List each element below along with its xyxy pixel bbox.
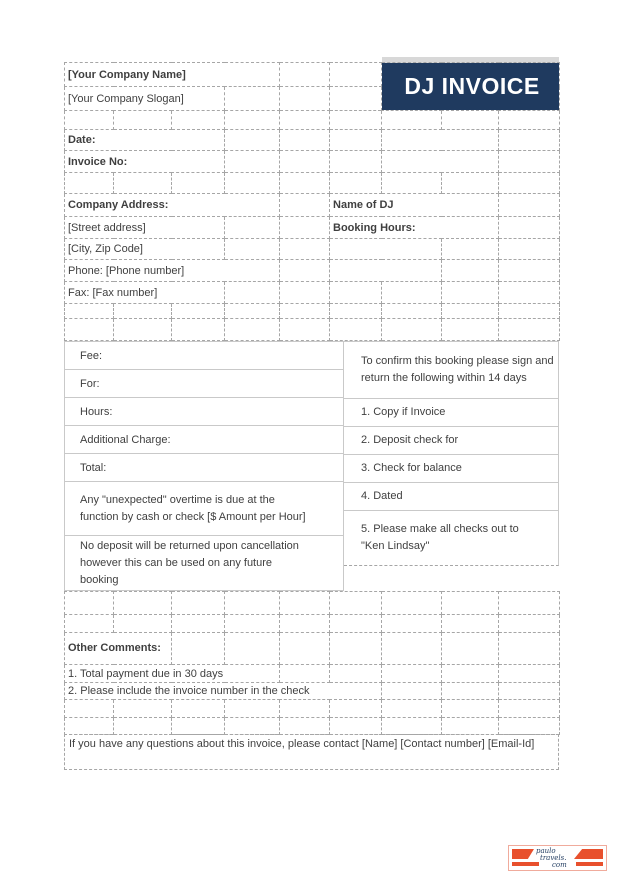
grid-cell [280, 260, 330, 282]
grid-cell [499, 173, 560, 194]
grid-cell [65, 319, 114, 341]
grid-cell [442, 260, 499, 282]
grid-cell [280, 718, 330, 735]
grid-cell [225, 592, 280, 615]
logo-text-line-1: paulo [536, 847, 556, 855]
logo-text-line-2: travels. [540, 854, 567, 862]
grid-cell [330, 173, 382, 194]
grid-cell [442, 173, 499, 194]
booking-hours-label: Booking Hours: [330, 217, 499, 239]
grid-cell [442, 615, 499, 633]
grid-cell [114, 700, 172, 718]
grid-cell [442, 592, 499, 615]
grid-cell [280, 304, 330, 319]
grid-cell [499, 700, 560, 718]
grid-cell [225, 718, 280, 735]
grid-cell [114, 111, 172, 130]
grid-cell [330, 718, 382, 735]
grid-cell [499, 683, 560, 700]
grid-cell [330, 63, 382, 87]
grid-cell [499, 282, 560, 304]
grid-cell [499, 151, 560, 173]
deposit-note: No deposit will be returned upon cancellation however this can be used on any future booking [80, 539, 299, 586]
grid-cell [280, 700, 330, 718]
grid-cell [280, 173, 330, 194]
grid-cell [280, 130, 330, 151]
grid-cell [442, 239, 499, 260]
company-phone: Phone: [Phone number] [65, 260, 280, 282]
grid-cell [382, 592, 442, 615]
charges-section [64, 341, 559, 591]
confirmation-intro: To confirm this booking please sign and return the following within 14 days [344, 342, 558, 399]
grid-cell [65, 173, 114, 194]
street-address: [Street address] [65, 217, 225, 239]
company-fax: Fax: [Fax number] [65, 282, 225, 304]
confirmation-table [344, 341, 559, 566]
grid-cell [330, 130, 382, 151]
comment-2: 2. Please include the invoice number in the check [65, 683, 382, 700]
grid-cell [225, 700, 280, 718]
grid-cell [280, 217, 330, 239]
confirmation-item-4: 4. Dated [344, 483, 558, 511]
grid-cell [114, 319, 172, 341]
grid-cell [330, 87, 382, 111]
total-row: Total: [65, 454, 343, 482]
grid-cell [499, 217, 560, 239]
company-address-label: Company Address: [65, 194, 280, 217]
grid-cell [280, 239, 330, 260]
grid-cell [330, 260, 442, 282]
grid-cell [280, 63, 330, 87]
grid-cell [382, 173, 442, 194]
grid-cell [330, 633, 382, 665]
grid-cell [225, 615, 280, 633]
logo-bar-right-icon [576, 862, 603, 866]
invoice-no-label: Invoice No: [65, 151, 225, 173]
grid-cell [442, 700, 499, 718]
grid-cell [225, 173, 280, 194]
company-slogan: [Your Company Slogan] [65, 87, 225, 111]
other-comments-label: Other Comments: [68, 642, 161, 654]
grid-cell [225, 111, 280, 130]
grid-cell [330, 111, 382, 130]
grid-cell [442, 282, 499, 304]
contact-note: If you have any questions about this invoice, please contact [Name] [Contact number] [Email-Id] [64, 734, 559, 770]
grid-cell [280, 633, 330, 665]
grid-cell [114, 173, 172, 194]
grid-cell [330, 239, 442, 260]
additional-charge-row: Additional Charge: [65, 426, 343, 454]
hours-row: Hours: [65, 398, 343, 426]
grid-cell [442, 111, 499, 130]
charges-table [64, 341, 344, 591]
grid-cell [442, 665, 499, 683]
grid-cell [65, 304, 114, 319]
grid-cell [65, 700, 114, 718]
invoice-title-banner [382, 63, 560, 111]
grid-cell [330, 665, 382, 683]
grid-cell [499, 665, 560, 683]
grid-cell [172, 633, 225, 665]
grid-cell [382, 683, 442, 700]
other-comments-label-cell [65, 633, 172, 665]
grid-cell [330, 282, 382, 304]
grid-cell [225, 87, 280, 111]
grid-cell [382, 282, 442, 304]
grid-cell [225, 282, 280, 304]
invoice-content [64, 62, 559, 770]
confirmation-item-2: 2. Deposit check for [344, 427, 558, 455]
grid-cell [382, 633, 442, 665]
grid-cell [499, 718, 560, 735]
grid-cell [114, 304, 172, 319]
grid-cell [499, 260, 560, 282]
grid-cell [225, 633, 280, 665]
grid-cell [280, 87, 330, 111]
grid-cell [280, 151, 330, 173]
confirmation-item-3: 3. Check for balance [344, 455, 558, 483]
grid-cell [225, 304, 280, 319]
grid-cell [280, 615, 330, 633]
confirmation-column [344, 341, 559, 591]
invoice-no-value-cell [382, 151, 499, 173]
grid-cell [225, 239, 280, 260]
grid-cell [499, 194, 560, 217]
grid-cell [382, 615, 442, 633]
grid-cell [172, 700, 225, 718]
logo-flag-left-icon [512, 849, 534, 859]
grid-cell [499, 615, 560, 633]
grid-cell [382, 718, 442, 735]
grid-cell [330, 700, 382, 718]
grid-cell [382, 319, 442, 341]
grid-cell [499, 239, 560, 260]
grid-cell [172, 173, 225, 194]
grid-cell [114, 718, 172, 735]
confirmation-item-1: 1. Copy if Invoice [344, 399, 558, 427]
grid-cell [280, 111, 330, 130]
grid-cell [114, 615, 172, 633]
grid-cell [442, 718, 499, 735]
grid-cell [172, 319, 225, 341]
grid-cell [280, 282, 330, 304]
bottom-grid [64, 591, 560, 735]
grid-cell [172, 111, 225, 130]
grid-cell [442, 319, 499, 341]
grid-cell [330, 615, 382, 633]
grid-cell [225, 319, 280, 341]
grid-cell [172, 615, 225, 633]
grid-cell [280, 194, 330, 217]
grid-cell [280, 665, 330, 683]
invoice-title: DJ INVOICE [404, 73, 540, 99]
grid-cell [499, 111, 560, 130]
grid-cell [442, 633, 499, 665]
grid-cell [65, 592, 114, 615]
grid-cell [382, 304, 442, 319]
top-grid [64, 62, 560, 341]
grid-cell [499, 592, 560, 615]
grid-cell [330, 592, 382, 615]
grid-cell [65, 718, 114, 735]
grid-cell [330, 319, 382, 341]
grid-cell [499, 633, 560, 665]
logo-text-line-3: com [552, 861, 567, 869]
grid-cell [442, 304, 499, 319]
grid-cell [280, 319, 330, 341]
grid-cell [442, 683, 499, 700]
grid-cell [499, 319, 560, 341]
paulo-travels-logo [508, 845, 607, 871]
grid-cell [172, 304, 225, 319]
logo-bar-left-icon [512, 862, 539, 866]
company-name: [Your Company Name] [65, 63, 280, 87]
city-zip: [City, Zip Code] [65, 239, 225, 260]
grid-cell [382, 111, 442, 130]
fee-row: Fee: [65, 342, 343, 370]
date-label: Date: [65, 130, 225, 151]
grid-cell [65, 111, 114, 130]
comment-1: 1. Total payment due in 30 days [65, 665, 280, 683]
grid-cell [330, 151, 382, 173]
logo-text [536, 848, 567, 869]
grid-cell [114, 592, 172, 615]
date-value-cell [382, 130, 499, 151]
grid-cell [382, 665, 442, 683]
grid-cell [172, 592, 225, 615]
grid-cell [172, 718, 225, 735]
grid-cell [499, 130, 560, 151]
confirmation-item-5: 5. Please make all checks out to "Ken Lindsay" [361, 523, 519, 552]
for-row: For: [65, 370, 343, 398]
logo-flag-right-icon [574, 849, 603, 859]
grid-cell [330, 304, 382, 319]
grid-cell [225, 151, 280, 173]
overtime-note: Any "unexpected" overtime is due at the function by cash or check [$ Amount per Hour] [65, 482, 343, 536]
grid-cell [65, 615, 114, 633]
grid-cell [499, 304, 560, 319]
grid-cell [225, 130, 280, 151]
dj-name-label: Name of DJ [330, 194, 499, 217]
grid-cell [382, 700, 442, 718]
grid-cell [280, 592, 330, 615]
grid-cell [225, 217, 280, 239]
